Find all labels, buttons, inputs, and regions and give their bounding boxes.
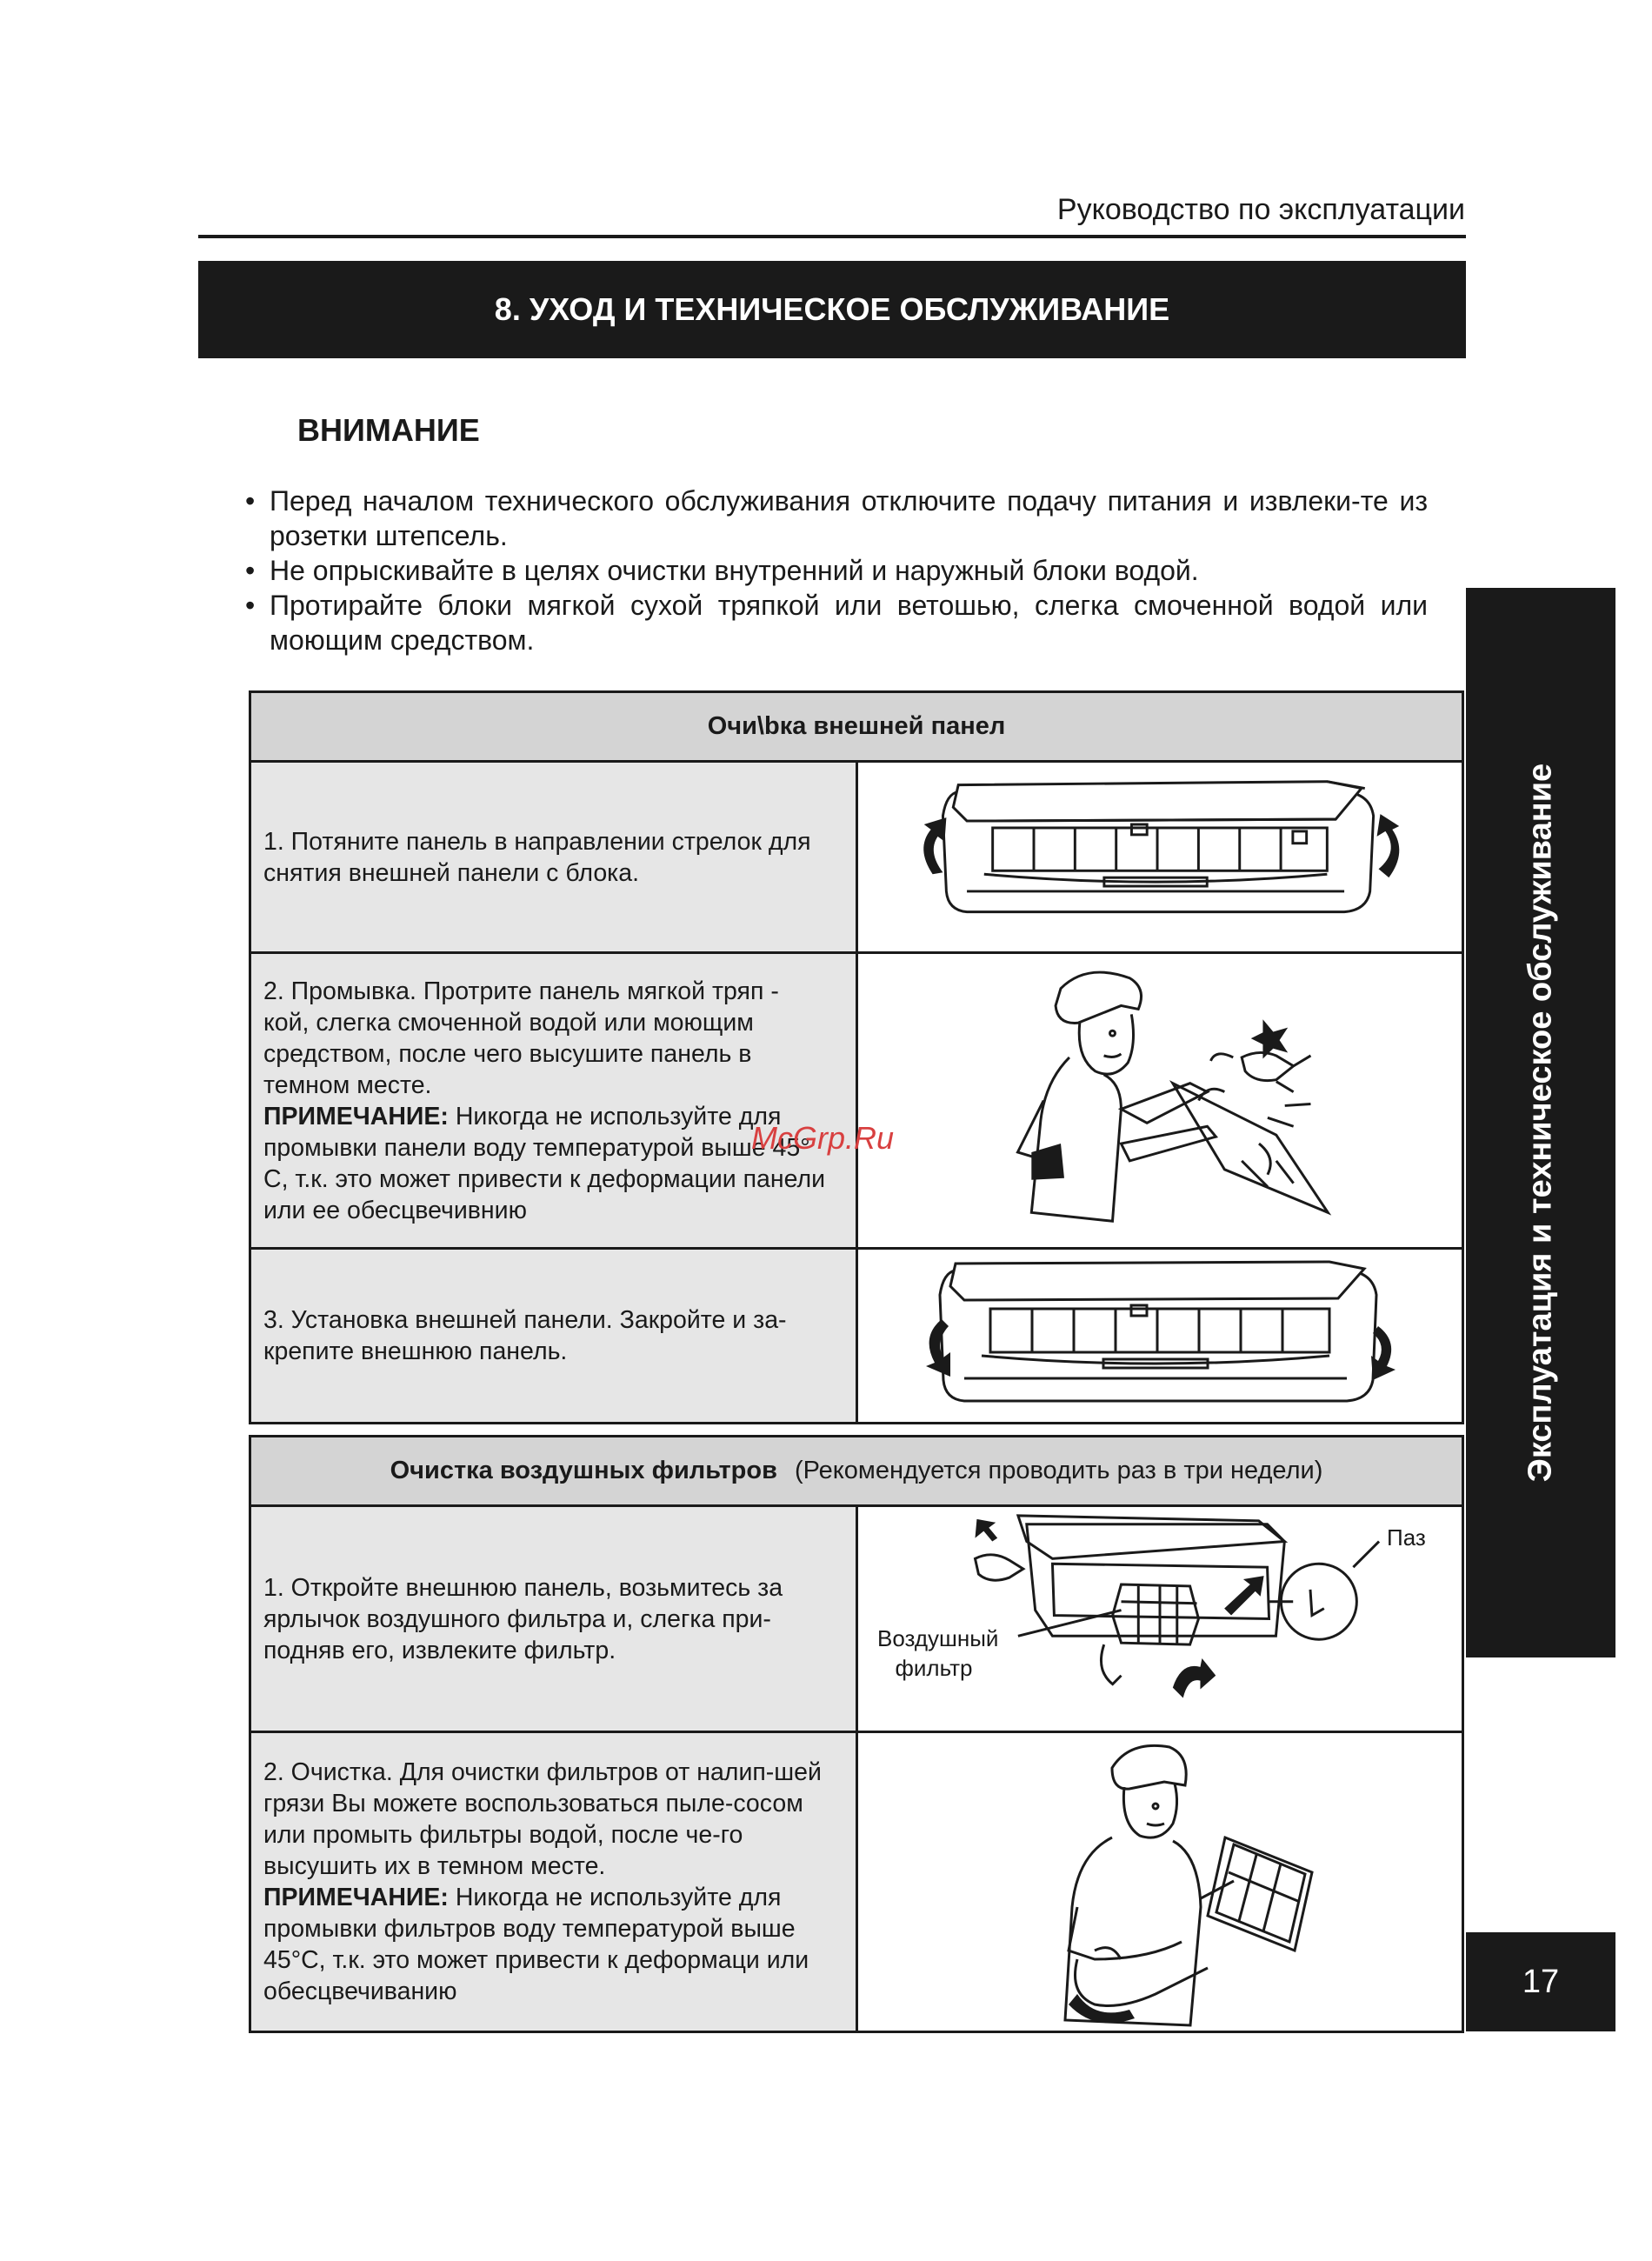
table-row	[251, 763, 1462, 954]
header-rule	[198, 235, 1466, 238]
warning-heading: ВНИМАНИЕ	[297, 412, 480, 448]
filter-cleaning-table	[249, 1435, 1464, 2033]
warning-list	[245, 484, 1428, 657]
panel-cleaning-table	[249, 690, 1464, 1424]
panel-cleaning-title: Очи\bка внешней панел	[707, 712, 1006, 740]
ac-unit-close-icon	[858, 1250, 1462, 1422]
manual-title: Руководство по эксплуатации	[1056, 193, 1465, 226]
filter-removal-illustration	[858, 1507, 1462, 1731]
warning-item: • Не опрыскивайте в целях очистки внутренний и наружный блоки водой.	[245, 553, 1428, 588]
step-text: 1. Откройте внешнюю панель, возьмитесь за ярлычок воздушного фильтра и, слегка при-подняв его, извлеките фильтр.	[263, 1573, 783, 1664]
section-banner	[198, 261, 1466, 358]
ac-unit-open-icon	[858, 763, 1462, 951]
filter-cleaning-header	[251, 1437, 1462, 1507]
watermark: McGrp.Ru	[751, 1120, 895, 1156]
person-washing-icon	[858, 954, 1462, 1247]
note-text: Никогда не используйте для промывки фильтров воду температурой выше 45°С, т.к. это может привести к деформаци или обесцвечиванию	[263, 1884, 809, 2005]
step-text: 3. Установка внешней панели. Закройте и за-крепите внешнюю панель.	[263, 1306, 787, 1365]
table-row	[251, 1733, 1462, 2031]
panel-removal-illustration	[858, 763, 1462, 951]
slot-label: Паз	[1387, 1524, 1426, 1551]
side-tab-text: Эксплуатация и техническое обслуживание	[1522, 763, 1559, 1483]
filter-cleaning-subtitle: (Рекомендуется проводить раз в три недели)	[794, 1457, 1323, 1484]
page-number: 17	[1466, 1932, 1615, 2031]
panel-install-illustration	[858, 1250, 1462, 1422]
step-text: 1. Потяните панель в направлении стрелок для снятия внешней панели с блока.	[263, 827, 811, 887]
section-title: 8. УХОД И ТЕХНИЧЕСКОЕ ОБСЛУЖИВАНИЕ	[494, 291, 1170, 327]
table-row	[251, 1250, 1462, 1422]
vacuum-filter-illustration	[858, 1733, 1462, 2031]
ac-filter-removal-icon	[858, 1507, 1462, 1731]
note-label: ПРИМЕЧАНИЕ:	[263, 1884, 449, 1911]
filter-cleaning-title: Очистка воздушных фильтров	[390, 1457, 777, 1484]
air-filter-label: Воздушный фильтр	[877, 1625, 999, 1681]
step-text: 2. Промывка. Протрите панель мягкой тряп - кой, слегка смоченной водой или моющим средством, после чего высушите панель в темном месте.	[263, 977, 779, 1099]
table-row	[251, 954, 1462, 1250]
warning-item: • Протирайте блоки мягкой сухой тряпкой или ветошью, слегка смоченной водой или моющим средством.	[245, 588, 1428, 657]
note-text: Никогда не используйте для промывки панели воду температурой выше 45° С, т.к. это может привести к деформации панели или ее обесцвечивнию	[263, 1102, 826, 1224]
panel-cleaning-header	[251, 693, 1462, 763]
washing-panel-illustration	[858, 954, 1462, 1247]
side-tab	[1466, 588, 1615, 1657]
step-text: 2. Очистка. Для очистки фильтров от налип-шей грязи Вы можете воспользоваться пыле-сосом или промыть фильтры водой, после че-го высушить их в темном месте.	[263, 1758, 822, 1880]
note-label: ПРИМЕЧАНИЕ:	[263, 1102, 449, 1130]
table-row	[251, 1507, 1462, 1733]
person-vacuuming-icon	[858, 1733, 1462, 2031]
warning-item: • Перед началом технического обслуживания отключите подачу питания и извлеки-те из розетки штепсель.	[245, 484, 1428, 553]
